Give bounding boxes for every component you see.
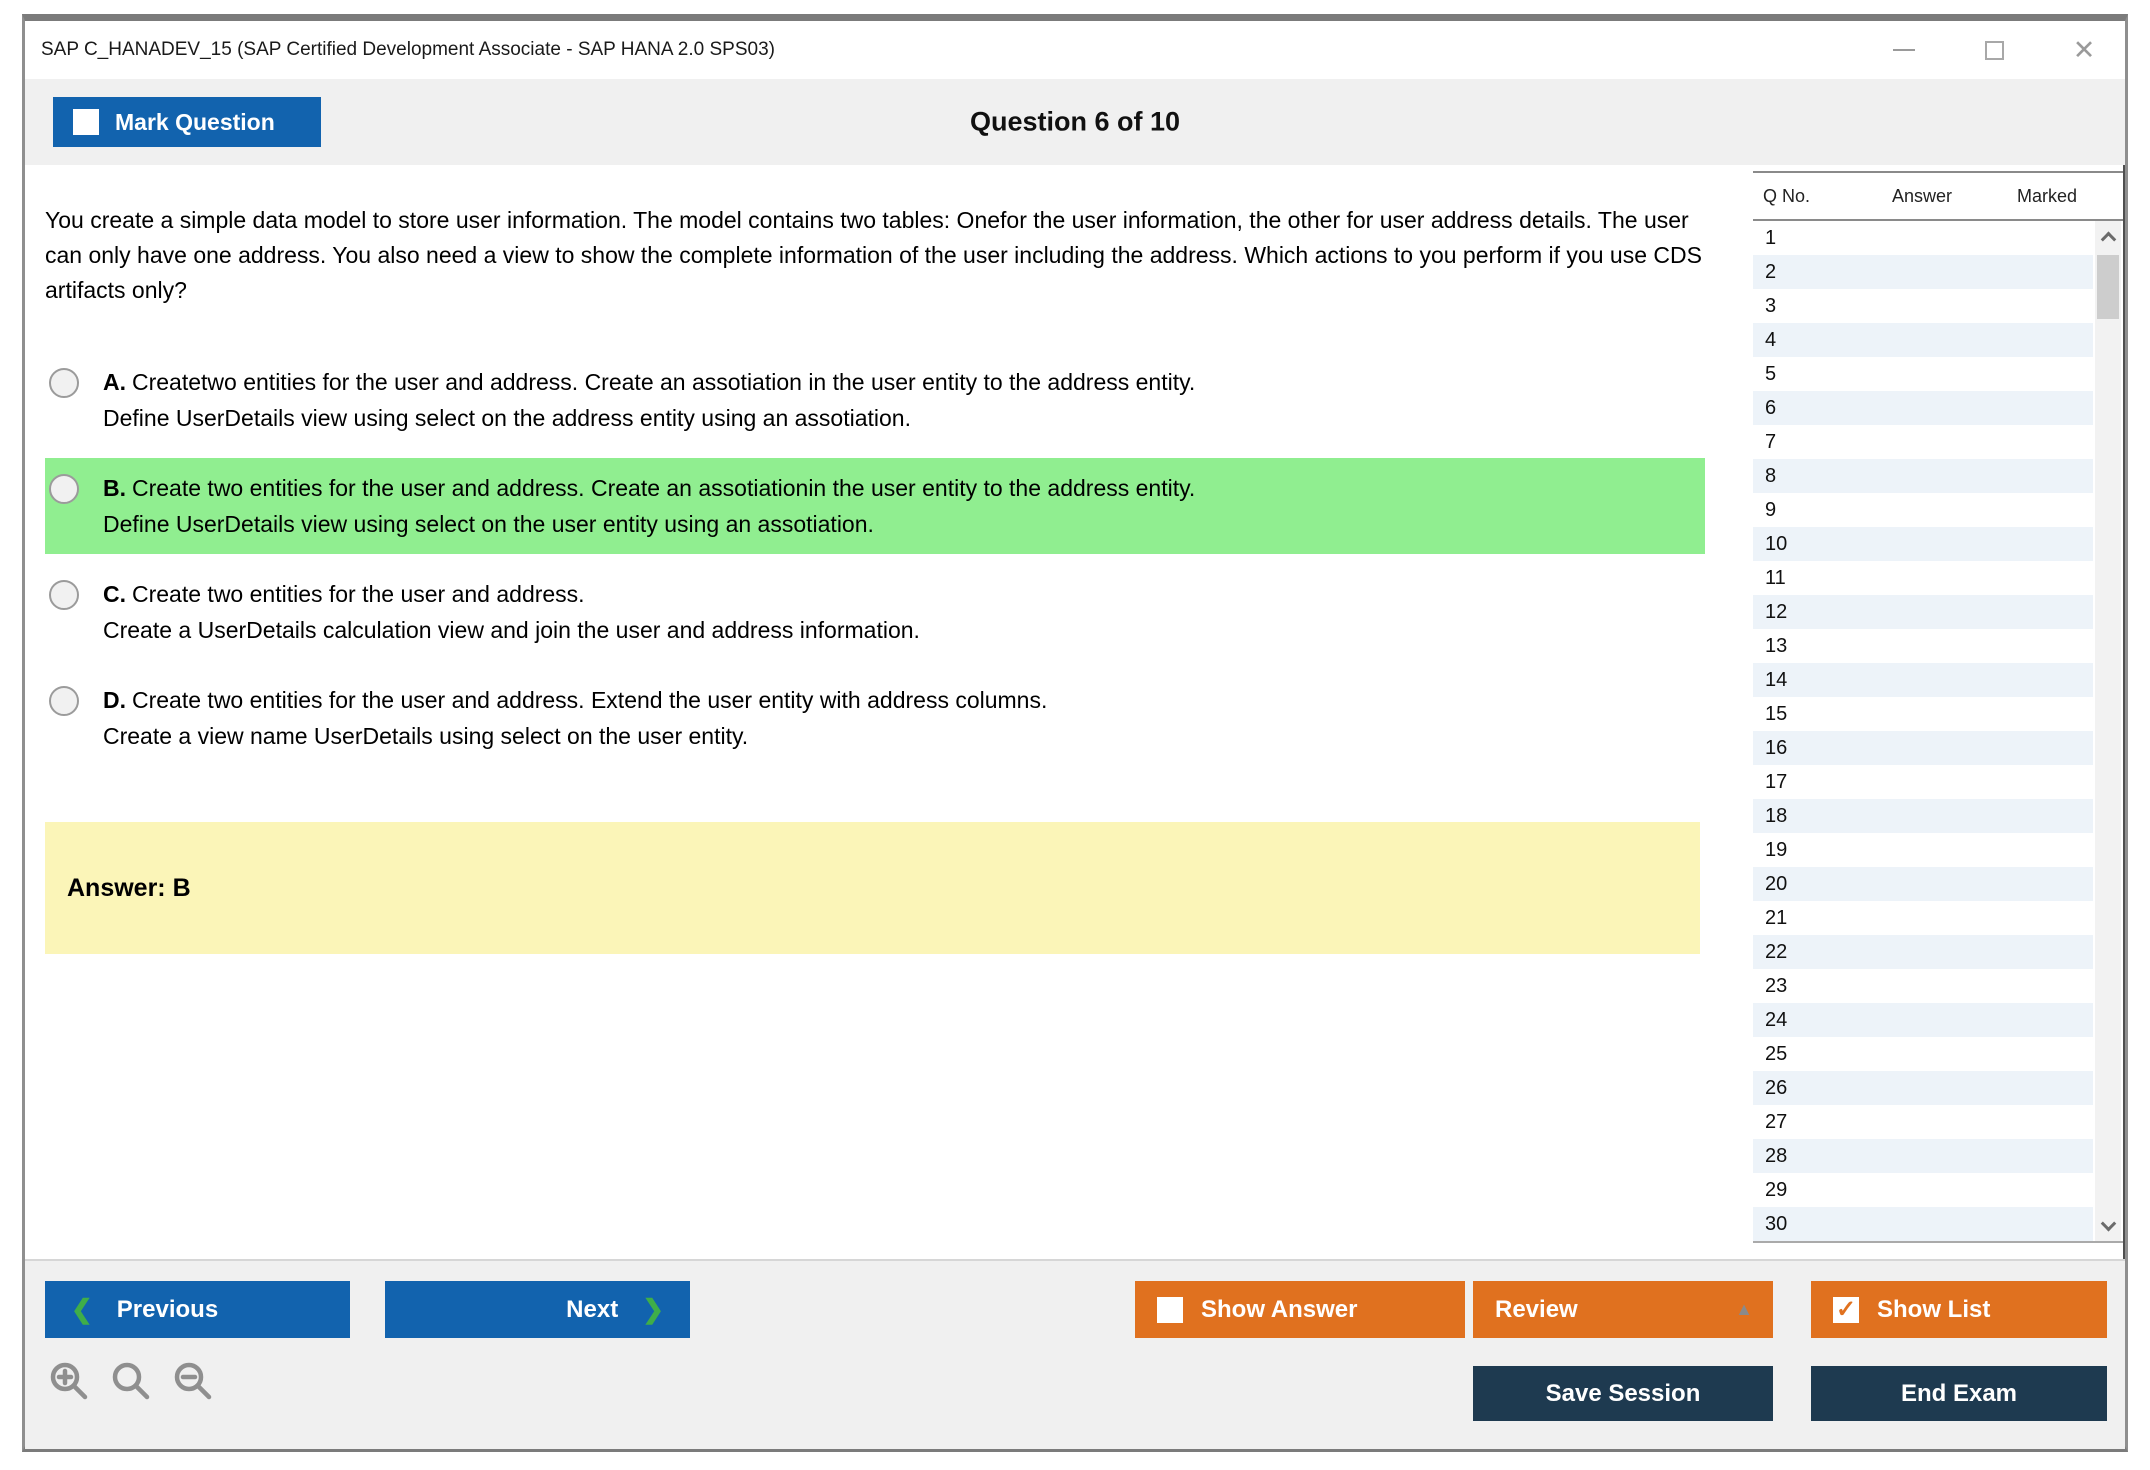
list-item[interactable]: 22: [1753, 935, 2093, 969]
list-item[interactable]: 27: [1765, 1110, 1788, 1133]
list-item[interactable]: 21: [1765, 906, 1788, 929]
window-controls: [1887, 21, 2115, 79]
option-c-radio[interactable]: [49, 580, 79, 610]
option-a-letter: A.: [103, 369, 126, 395]
save-session-label: Save Session: [1545, 1379, 1701, 1407]
option-d-line1: Create two entities for the user and address. Extend the user entity with address columns.: [132, 687, 1048, 713]
list-item[interactable]: 9: [1765, 498, 1777, 521]
list-item[interactable]: 13: [1765, 634, 1788, 657]
app-window: [22, 14, 2128, 1452]
option-a-text: [103, 364, 1195, 436]
magnifier-icon[interactable]: [109, 1359, 153, 1403]
review-label: Review: [1495, 1295, 1578, 1323]
option-c[interactable]: [45, 564, 1705, 660]
question-list-panel: [1753, 165, 2125, 1259]
chevron-left-icon: ❮: [71, 1294, 93, 1324]
show-list-label: Show List: [1877, 1295, 1991, 1323]
list-item[interactable]: 25: [1765, 1042, 1788, 1065]
option-d-text: [103, 682, 1047, 754]
scroll-down-button[interactable]: [2095, 1211, 2121, 1241]
option-d-radio[interactable]: [49, 686, 79, 716]
list-item[interactable]: 20: [1753, 867, 2093, 901]
mark-question-label: Mark Question: [115, 108, 275, 135]
question-text: You create a simple data model to store user information. The model contains two tables: Onefor the user information, the other for user address details. The user can only have one address. You also need a view to show the complete information of the user including the address. Which actions to you perform if you use CDS artifacts only?: [45, 207, 1702, 303]
chevron-up-icon: [2100, 231, 2116, 247]
option-c-line1: Create two entities for the user and address.: [132, 581, 585, 607]
next-label: Next: [566, 1295, 619, 1323]
option-b[interactable]: [45, 458, 1705, 554]
list-item[interactable]: 16: [1753, 731, 2093, 765]
list-item[interactable]: 30: [1753, 1207, 2093, 1241]
list-item[interactable]: 8: [1753, 459, 2093, 493]
mark-question-checkbox[interactable]: [73, 109, 99, 135]
show-answer-label: Show Answer: [1201, 1295, 1358, 1323]
scroll-up-button[interactable]: [2095, 221, 2121, 251]
mark-question-button[interactable]: [53, 97, 321, 147]
option-a-line2: Define UserDetails view using select on the address entity using an assotiation.: [103, 405, 911, 431]
question-list: [1753, 221, 2123, 1243]
list-item[interactable]: 29: [1765, 1178, 1788, 1201]
list-item[interactable]: 14: [1753, 663, 2093, 697]
triangle-up-icon: ▲: [1735, 1299, 1753, 1319]
list-item[interactable]: 19: [1765, 838, 1788, 861]
list-item[interactable]: 15: [1765, 702, 1788, 725]
column-answer: Answer: [1891, 185, 1953, 206]
option-c-line2: Create a UserDetails calculation view and join the user and address information.: [103, 617, 920, 643]
question-counter: Question 6 of 10: [969, 106, 1181, 137]
list-item[interactable]: 10: [1753, 527, 2093, 561]
zoom-toolbar: [47, 1359, 215, 1403]
maximize-button[interactable]: [1977, 33, 2011, 67]
option-d[interactable]: [45, 670, 1705, 766]
option-b-text: [103, 470, 1195, 542]
footer-bar: [25, 1259, 2125, 1449]
zoom-in-icon[interactable]: [47, 1359, 91, 1403]
list-item[interactable]: 1: [1765, 226, 1777, 249]
chevron-down-icon: [2100, 1215, 2116, 1231]
window-title: SAP C_HANADEV_15 (SAP Certified Development Associate - SAP HANA 2.0 SPS03): [41, 39, 775, 60]
close-icon: ✕: [2072, 34, 2096, 65]
end-exam-button[interactable]: [1811, 1366, 2107, 1421]
answer-box: [45, 822, 1700, 954]
list-item[interactable]: 11: [1765, 566, 1786, 589]
question-list-scrollbar[interactable]: [2095, 221, 2121, 1241]
zoom-out-icon[interactable]: [171, 1359, 215, 1403]
option-c-text: [103, 576, 920, 648]
title-bar: [25, 21, 2125, 79]
answer-label: Answer: B: [67, 873, 191, 902]
check-icon: ✓: [1835, 1295, 1857, 1323]
scrollbar-thumb[interactable]: [2097, 255, 2119, 319]
option-b-radio[interactable]: [49, 474, 79, 504]
option-b-letter: B.: [103, 475, 126, 501]
list-item[interactable]: 17: [1765, 770, 1788, 793]
end-exam-label: End Exam: [1900, 1379, 2018, 1407]
list-item[interactable]: 2: [1753, 255, 2093, 289]
header-band: [25, 79, 2125, 165]
chevron-right-icon: ❯: [642, 1294, 664, 1324]
option-a[interactable]: [45, 352, 1705, 448]
main-area: [25, 165, 2125, 1259]
list-item[interactable]: 24: [1753, 1003, 2093, 1037]
option-b-line2: Define UserDetails view using select on the user entity using an assotiation.: [103, 511, 874, 537]
review-button[interactable]: [1473, 1281, 1773, 1338]
column-marked: Marked: [2016, 185, 2078, 206]
option-a-radio[interactable]: [49, 368, 79, 398]
options-list: [45, 352, 1705, 766]
list-item[interactable]: 3: [1765, 294, 1777, 317]
previous-button[interactable]: [45, 1281, 350, 1338]
question-list-rows: [1753, 221, 2093, 1241]
close-button[interactable]: [2067, 33, 2101, 67]
option-d-line2: Create a view name UserDetails using select on the user entity.: [103, 723, 749, 749]
option-a-line1: Createtwo entities for the user and address. Create an assotiation in the user entity to the address entity.: [132, 369, 1196, 395]
option-b-line1: Create two entities for the user and address. Create an assotiationin the user entity to the address entity.: [132, 475, 1196, 501]
show-list-checkbox[interactable]: [1833, 1297, 1859, 1323]
list-item[interactable]: 26: [1753, 1071, 2093, 1105]
column-qno: Q No.: [1763, 185, 1811, 206]
option-d-letter: D.: [103, 687, 126, 713]
list-item[interactable]: 6: [1753, 391, 2093, 425]
minimize-button[interactable]: [1887, 33, 1921, 67]
list-item[interactable]: 4: [1753, 323, 2093, 357]
question-list-header: [1753, 171, 2123, 221]
question-panel: [25, 165, 1753, 1259]
list-item[interactable]: 5: [1765, 362, 1777, 385]
option-c-letter: C.: [103, 581, 126, 607]
list-item[interactable]: 12: [1753, 595, 2093, 629]
maximize-icon: [1985, 41, 2004, 60]
show-list-button[interactable]: [1811, 1281, 2107, 1338]
show-answer-checkbox[interactable]: [1157, 1297, 1183, 1323]
list-item[interactable]: 28: [1753, 1139, 2093, 1173]
minimize-icon: [1893, 49, 1915, 51]
list-item[interactable]: 18: [1753, 799, 2093, 833]
show-answer-button[interactable]: [1135, 1281, 1465, 1338]
list-item[interactable]: 7: [1765, 430, 1777, 453]
previous-label: Previous: [116, 1295, 219, 1323]
next-button[interactable]: [385, 1281, 690, 1338]
list-item[interactable]: 23: [1765, 974, 1788, 997]
save-session-button[interactable]: [1473, 1366, 1773, 1421]
